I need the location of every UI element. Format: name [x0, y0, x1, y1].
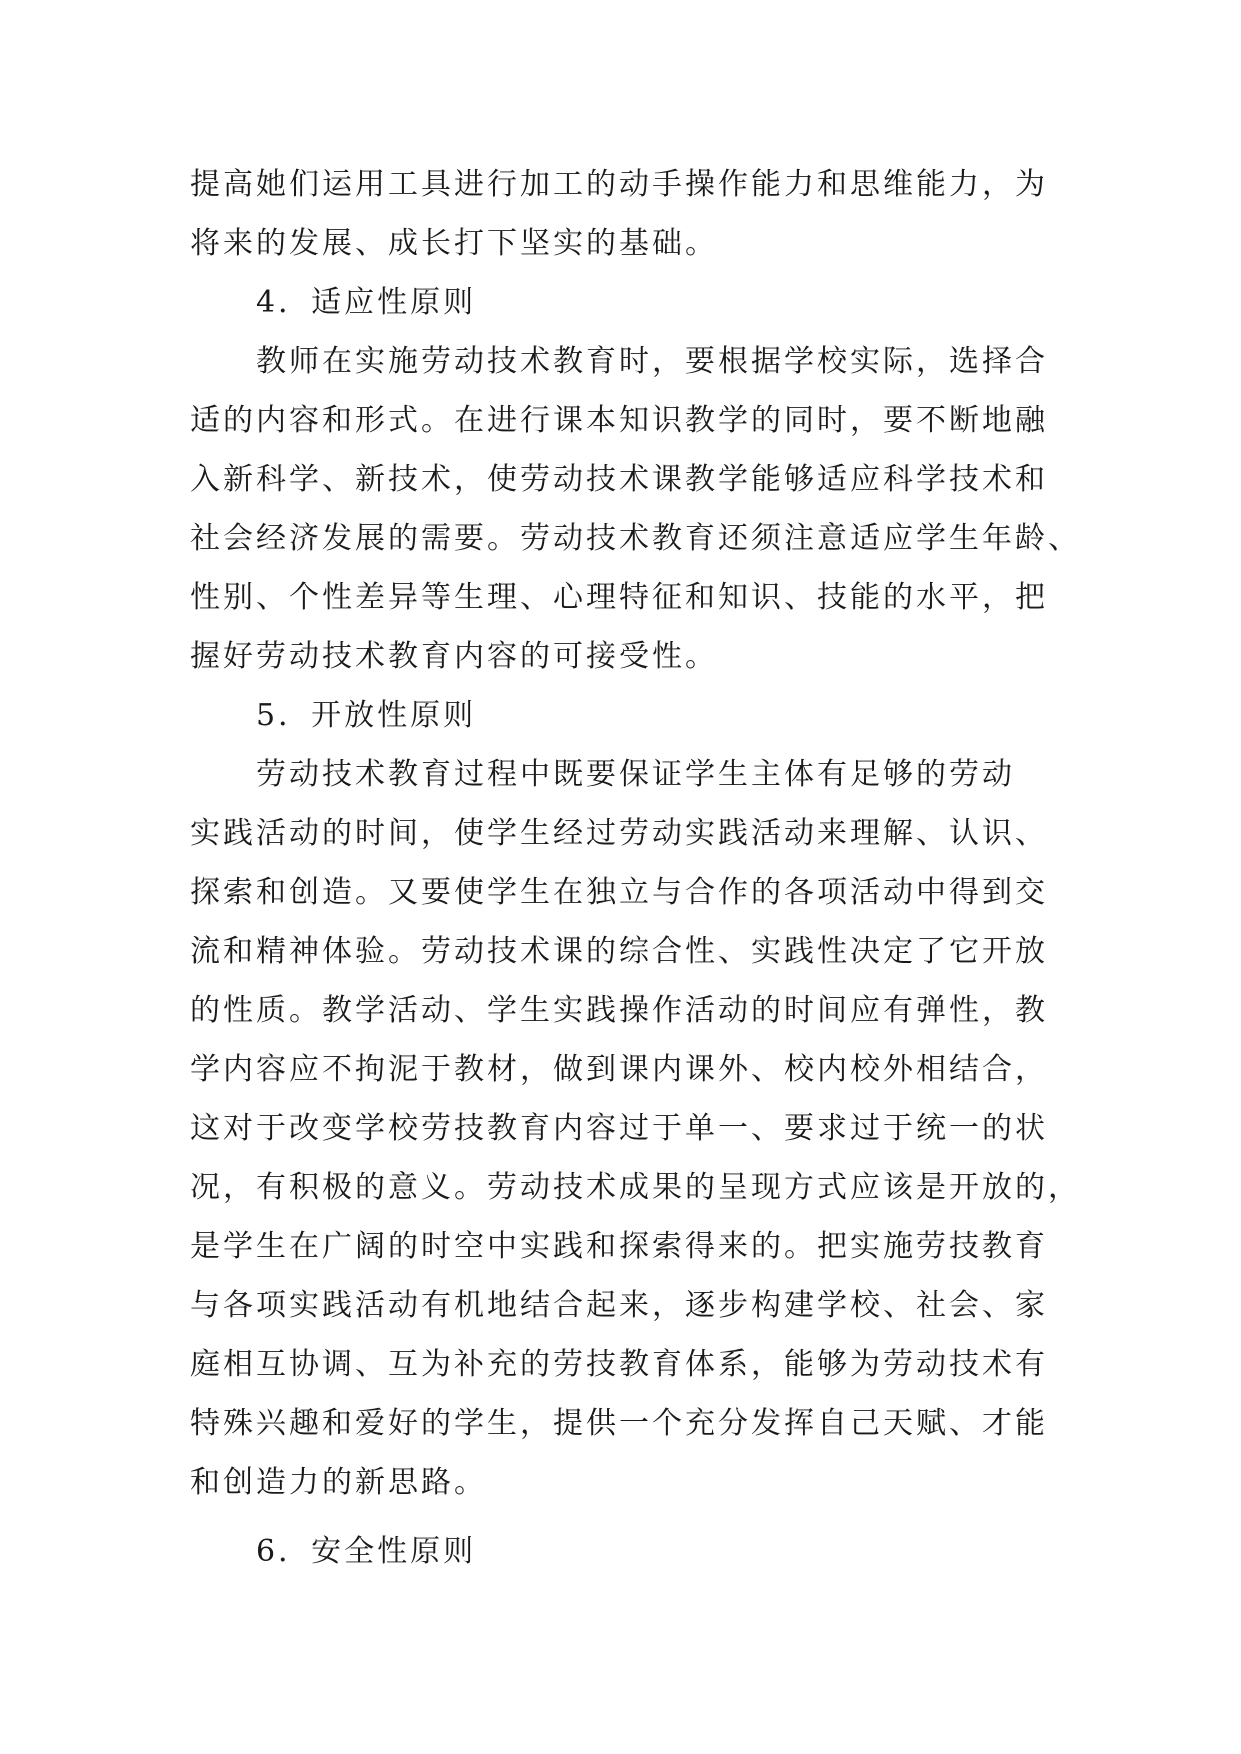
- spacer: [190, 1512, 1060, 1522]
- body-line: 社会经济发展的需要。劳动技术教育还须注意适应学生年龄、: [190, 521, 1081, 556]
- section-heading-4: 4．适应性原则: [256, 285, 477, 320]
- body-line: 握好劳动技术教育内容的可接受性。: [190, 639, 718, 674]
- body-line: 况，有积极的意义。劳动技术成果的呈现方式应该是开放的，: [190, 1170, 1081, 1205]
- body-line: 适的内容和形式。在进行课本知识教学的同时，要不断地融: [190, 403, 1048, 438]
- body-line: 实践活动的时间，使学生经过劳动实践活动来理解、认识、: [190, 816, 1048, 851]
- section-heading-6: 6．安全性原则: [256, 1534, 477, 1569]
- body-line: 入新科学、新技术，使劳动技术课教学能够适应科学技术和: [190, 462, 1048, 497]
- body-line: 是学生在广阔的时空中实践和探索得来的。把实施劳技教育: [190, 1229, 1048, 1264]
- body-line: 与各项实践活动有机地结合起来，逐步构建学校、社会、家: [190, 1288, 1048, 1323]
- body-line: 和创造力的新思路。: [190, 1465, 487, 1500]
- body-line: 性别、个性差异等生理、心理特征和知识、技能的水平，把: [190, 580, 1048, 615]
- paragraph-first-line: 教师在实施劳动技术教育时，要根据学校实际，选择合: [256, 344, 1048, 379]
- body-line: 特殊兴趣和爱好的学生，提供一个充分发挥自己天赋、才能: [190, 1406, 1048, 1441]
- document-body: [190, 155, 1081, 1581]
- body-line: 的性质。教学活动、学生实践操作活动的时间应有弹性，教: [190, 993, 1048, 1028]
- body-line: 将来的发展、成长打下坚实的基础。: [190, 226, 718, 261]
- paragraph-first-line: 劳动技术教育过程中既要保证学生主体有足够的劳动: [256, 757, 1015, 792]
- section-heading-5: 5．开放性原则: [256, 698, 477, 733]
- body-line: 提高她们运用工具进行加工的动手操作能力和思维能力，为: [190, 167, 1048, 202]
- body-line: 庭相互协调、互为补充的劳技教育体系，能够为劳动技术有: [190, 1347, 1048, 1382]
- body-line: 这对于改变学校劳技教育内容过于单一、要求过于统一的状: [190, 1111, 1048, 1146]
- body-line: 学内容应不拘泥于教材，做到课内课外、校内校外相结合，: [190, 1052, 1048, 1087]
- body-line: 探索和创造。又要使学生在独立与合作的各项活动中得到交: [190, 875, 1048, 910]
- body-line: 流和精神体验。劳动技术课的综合性、实践性决定了它开放: [190, 934, 1048, 969]
